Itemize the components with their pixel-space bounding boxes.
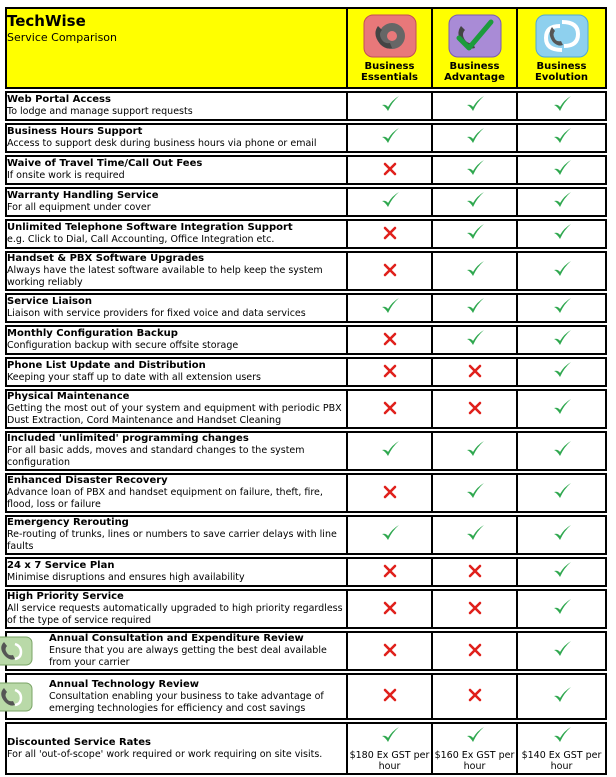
cross-icon — [383, 331, 397, 350]
plan-mark-cell — [432, 155, 517, 185]
feature-description: Ensure that you are always getting the best deal available from your carrier — [49, 645, 327, 668]
plan-mark-cell — [517, 631, 607, 671]
plan-mark-cell — [517, 557, 607, 587]
plan-mark-cell — [347, 589, 432, 629]
check-icon — [465, 191, 485, 213]
cross-icon — [468, 400, 482, 419]
feature-name: Warranty Handling Service — [7, 190, 159, 201]
feature-row — [5, 187, 607, 217]
check-icon — [465, 127, 485, 149]
feature-cell — [5, 325, 347, 355]
check-icon — [552, 398, 572, 420]
plan-mark-cell — [347, 293, 432, 323]
feature-row — [5, 473, 607, 513]
feature-cell — [5, 473, 347, 513]
feature-description: Minimise disruptions and ensures high availability — [7, 572, 245, 583]
check-icon — [465, 440, 485, 462]
plan-header-evolution — [517, 7, 607, 89]
feature-cell — [5, 357, 347, 387]
feature-description: Getting the most out of your system and equipment with periodic PBX Dust Extraction, Cord Maintenance and Handset Cleaning — [7, 403, 342, 426]
plan-mark-cell — [347, 631, 432, 671]
plan-mark-cell — [432, 123, 517, 153]
feature-description: Access to support desk during business hours via phone or email — [7, 138, 317, 149]
feature-row — [5, 389, 607, 429]
check-icon — [552, 640, 572, 662]
plan-mark-cell — [432, 389, 517, 429]
check-icon — [552, 127, 572, 149]
plan-mark-cell — [517, 293, 607, 323]
cross-icon — [383, 161, 397, 180]
plan-mark-cell — [347, 325, 432, 355]
cross-icon — [383, 484, 397, 503]
check-icon — [552, 329, 572, 351]
gear-phone-icon — [362, 14, 418, 58]
feature-cell — [5, 673, 347, 720]
brand-subtitle: Service Comparison — [7, 31, 118, 44]
feature-description: Consultation enabling your business to take advantage of emerging technologies for efficiency and cost savings — [49, 690, 324, 714]
feature-row — [5, 155, 607, 185]
feature-cell — [5, 155, 347, 185]
feature-row — [5, 589, 607, 629]
check-icon — [552, 95, 572, 117]
feature-cell — [5, 589, 347, 629]
plan-mark-cell — [432, 473, 517, 513]
brand-title: TechWise — [7, 12, 86, 30]
cross-icon — [383, 363, 397, 382]
feature-description: For all basic adds, moves and standard changes to the system configuration — [7, 445, 305, 468]
feature-description: To lodge and manage support requests — [7, 106, 193, 117]
feature-cell — [5, 91, 347, 121]
plan-mark-cell — [347, 123, 432, 153]
check-icon — [465, 482, 485, 504]
check-icon — [465, 95, 485, 117]
feature-row — [5, 91, 607, 121]
feature-name: Business Hours Support — [7, 126, 143, 137]
plan-mark-cell — [432, 557, 517, 587]
feature-row — [5, 631, 607, 671]
plan-mark-cell — [347, 515, 432, 555]
plan-mark-cell — [517, 123, 607, 153]
plan-header-essentials — [347, 7, 432, 89]
feature-row — [5, 219, 607, 249]
check-icon — [465, 297, 485, 319]
feature-row — [5, 293, 607, 323]
cross-icon — [468, 600, 482, 619]
check-icon — [380, 127, 400, 149]
feature-name: Waive of Travel Time/Call Out Fees — [7, 158, 203, 169]
feature-row — [5, 557, 607, 587]
check-icon — [552, 361, 572, 383]
check-icon — [552, 598, 572, 620]
feature-cell — [5, 557, 347, 587]
plan-mark-cell — [517, 431, 607, 471]
feature-description: If onsite work is required — [7, 170, 125, 181]
plan-mark-cell — [432, 91, 517, 121]
cross-icon — [383, 262, 397, 281]
plan-mark-cell — [517, 722, 607, 775]
feature-description: Liaison with service providers for fixed voice and data services — [7, 308, 306, 319]
cross-icon — [383, 225, 397, 244]
plan-mark-cell — [347, 155, 432, 185]
plan-name: Business Evolution — [535, 60, 588, 83]
feature-cell — [5, 187, 347, 217]
plan-mark-cell — [432, 251, 517, 291]
check-icon — [465, 726, 485, 748]
phone-handset-icon — [0, 636, 33, 666]
plan-mark-cell — [517, 91, 607, 121]
check-icon — [465, 159, 485, 181]
feature-description: Advance loan of PBX and handset equipment on failure, theft, fire, flood, loss or failure — [7, 487, 323, 510]
feature-row — [5, 515, 607, 555]
cross-icon — [468, 642, 482, 661]
feature-description: For all 'out-of-scope' work required or work requiring on site visits. — [7, 748, 323, 760]
check-icon — [380, 524, 400, 546]
swirl-phone-icon — [534, 14, 590, 58]
feature-description: All service requests automatically upgraded to high priority regardless of the type of service required — [7, 603, 343, 626]
feature-row — [5, 673, 607, 720]
plan-header-advantage — [432, 7, 517, 89]
check-icon — [380, 726, 400, 748]
feature-name: Annual Technology Review — [49, 678, 199, 690]
feature-cell — [5, 722, 347, 775]
feature-name: Service Liaison — [7, 296, 92, 307]
plan-mark-cell — [517, 589, 607, 629]
cross-icon — [468, 363, 482, 382]
service-comparison-table — [5, 5, 607, 777]
price-label: $160 Ex GST per hour — [434, 749, 515, 772]
check-icon — [552, 686, 572, 708]
check-icon — [465, 524, 485, 546]
plan-mark-cell — [347, 557, 432, 587]
feature-name: Phone List Update and Distribution — [7, 360, 206, 371]
check-icon — [465, 260, 485, 282]
plan-mark-cell — [432, 589, 517, 629]
plan-mark-cell — [347, 357, 432, 387]
cross-icon — [383, 563, 397, 582]
check-icon — [380, 297, 400, 319]
feature-name: Included 'unlimited' programming changes — [7, 433, 249, 444]
feature-description: e.g. Click to Dial, Call Accounting, Office Integration etc. — [7, 234, 275, 245]
plan-mark-cell — [517, 515, 607, 555]
plan-mark-cell — [347, 431, 432, 471]
feature-name: Monthly Configuration Backup — [7, 328, 178, 339]
plan-mark-cell — [432, 187, 517, 217]
cross-icon — [383, 600, 397, 619]
cross-icon — [468, 563, 482, 582]
plan-mark-cell — [517, 187, 607, 217]
plan-mark-cell — [432, 293, 517, 323]
plan-mark-cell — [347, 673, 432, 720]
plan-mark-cell — [347, 389, 432, 429]
feature-cell — [5, 251, 347, 291]
feature-name: Enhanced Disaster Recovery — [7, 475, 168, 486]
plan-mark-cell — [347, 251, 432, 291]
feature-cell — [5, 389, 347, 429]
feature-cell — [5, 631, 347, 671]
plan-mark-cell — [517, 673, 607, 720]
plan-mark-cell — [432, 431, 517, 471]
plan-name: Business Essentials — [361, 60, 418, 83]
plan-mark-cell — [432, 219, 517, 249]
feature-name: Web Portal Access — [7, 94, 111, 105]
feature-name: Discounted Service Rates — [7, 736, 151, 748]
check-icon — [465, 223, 485, 245]
cross-icon — [383, 400, 397, 419]
feature-cell — [5, 515, 347, 555]
cross-icon — [468, 687, 482, 706]
plan-mark-cell — [432, 631, 517, 671]
feature-row — [5, 722, 607, 775]
check-icon — [380, 191, 400, 213]
check-icon — [552, 223, 572, 245]
check-icon — [465, 329, 485, 351]
feature-row — [5, 431, 607, 471]
feature-description: Re-routing of trunks, lines or numbers to save carrier delays with line faults — [7, 529, 337, 552]
feature-cell — [5, 293, 347, 323]
cross-icon — [383, 687, 397, 706]
feature-description: Always have the latest software available to help keep the system working reliably — [7, 265, 323, 288]
check-icon — [380, 440, 400, 462]
feature-name: Handset & PBX Software Upgrades — [7, 253, 205, 264]
plan-mark-cell — [347, 187, 432, 217]
check-phone-icon — [447, 14, 503, 58]
plan-mark-cell — [347, 722, 432, 775]
check-icon — [552, 297, 572, 319]
phone-handset-icon — [0, 682, 33, 712]
plan-mark-cell — [432, 673, 517, 720]
check-icon — [552, 260, 572, 282]
plan-mark-cell — [432, 325, 517, 355]
feature-cell — [5, 219, 347, 249]
check-icon — [552, 482, 572, 504]
feature-description: Keeping your staff up to date with all extension users — [7, 372, 261, 383]
plan-name: Business Advantage — [444, 60, 505, 83]
plan-mark-cell — [517, 219, 607, 249]
check-icon — [380, 95, 400, 117]
plan-mark-cell — [432, 357, 517, 387]
plan-mark-cell — [517, 473, 607, 513]
plan-mark-cell — [347, 91, 432, 121]
feature-cell — [5, 431, 347, 471]
check-icon — [552, 159, 572, 181]
feature-description: For all equipment under cover — [7, 202, 151, 213]
header-row — [5, 7, 607, 89]
feature-name: Physical Maintenance — [7, 391, 130, 402]
feature-row — [5, 123, 607, 153]
plan-mark-cell — [347, 219, 432, 249]
plan-mark-cell — [517, 325, 607, 355]
feature-cell — [5, 123, 347, 153]
check-icon — [552, 726, 572, 748]
price-label: $180 Ex GST per hour — [349, 749, 430, 772]
plan-mark-cell — [432, 515, 517, 555]
plan-mark-cell — [517, 357, 607, 387]
feature-name: Unlimited Telephone Software Integration Support — [7, 222, 293, 233]
cross-icon — [383, 642, 397, 661]
feature-row — [5, 325, 607, 355]
plan-mark-cell — [517, 389, 607, 429]
price-label: $140 Ex GST per hour — [521, 749, 602, 772]
feature-row — [5, 251, 607, 291]
check-icon — [552, 440, 572, 462]
check-icon — [552, 561, 572, 583]
plan-mark-cell — [432, 722, 517, 775]
check-icon — [552, 524, 572, 546]
feature-name: Emergency Rerouting — [7, 517, 129, 528]
feature-row — [5, 357, 607, 387]
feature-name: High Priority Service — [7, 591, 124, 602]
plan-mark-cell — [517, 155, 607, 185]
feature-name: 24 x 7 Service Plan — [7, 560, 115, 571]
plan-mark-cell — [347, 473, 432, 513]
check-icon — [552, 191, 572, 213]
plan-mark-cell — [517, 251, 607, 291]
feature-description: Configuration backup with secure offsite storage — [7, 340, 239, 351]
feature-name: Annual Consultation and Expenditure Review — [49, 633, 304, 644]
brand-cell — [5, 7, 347, 89]
